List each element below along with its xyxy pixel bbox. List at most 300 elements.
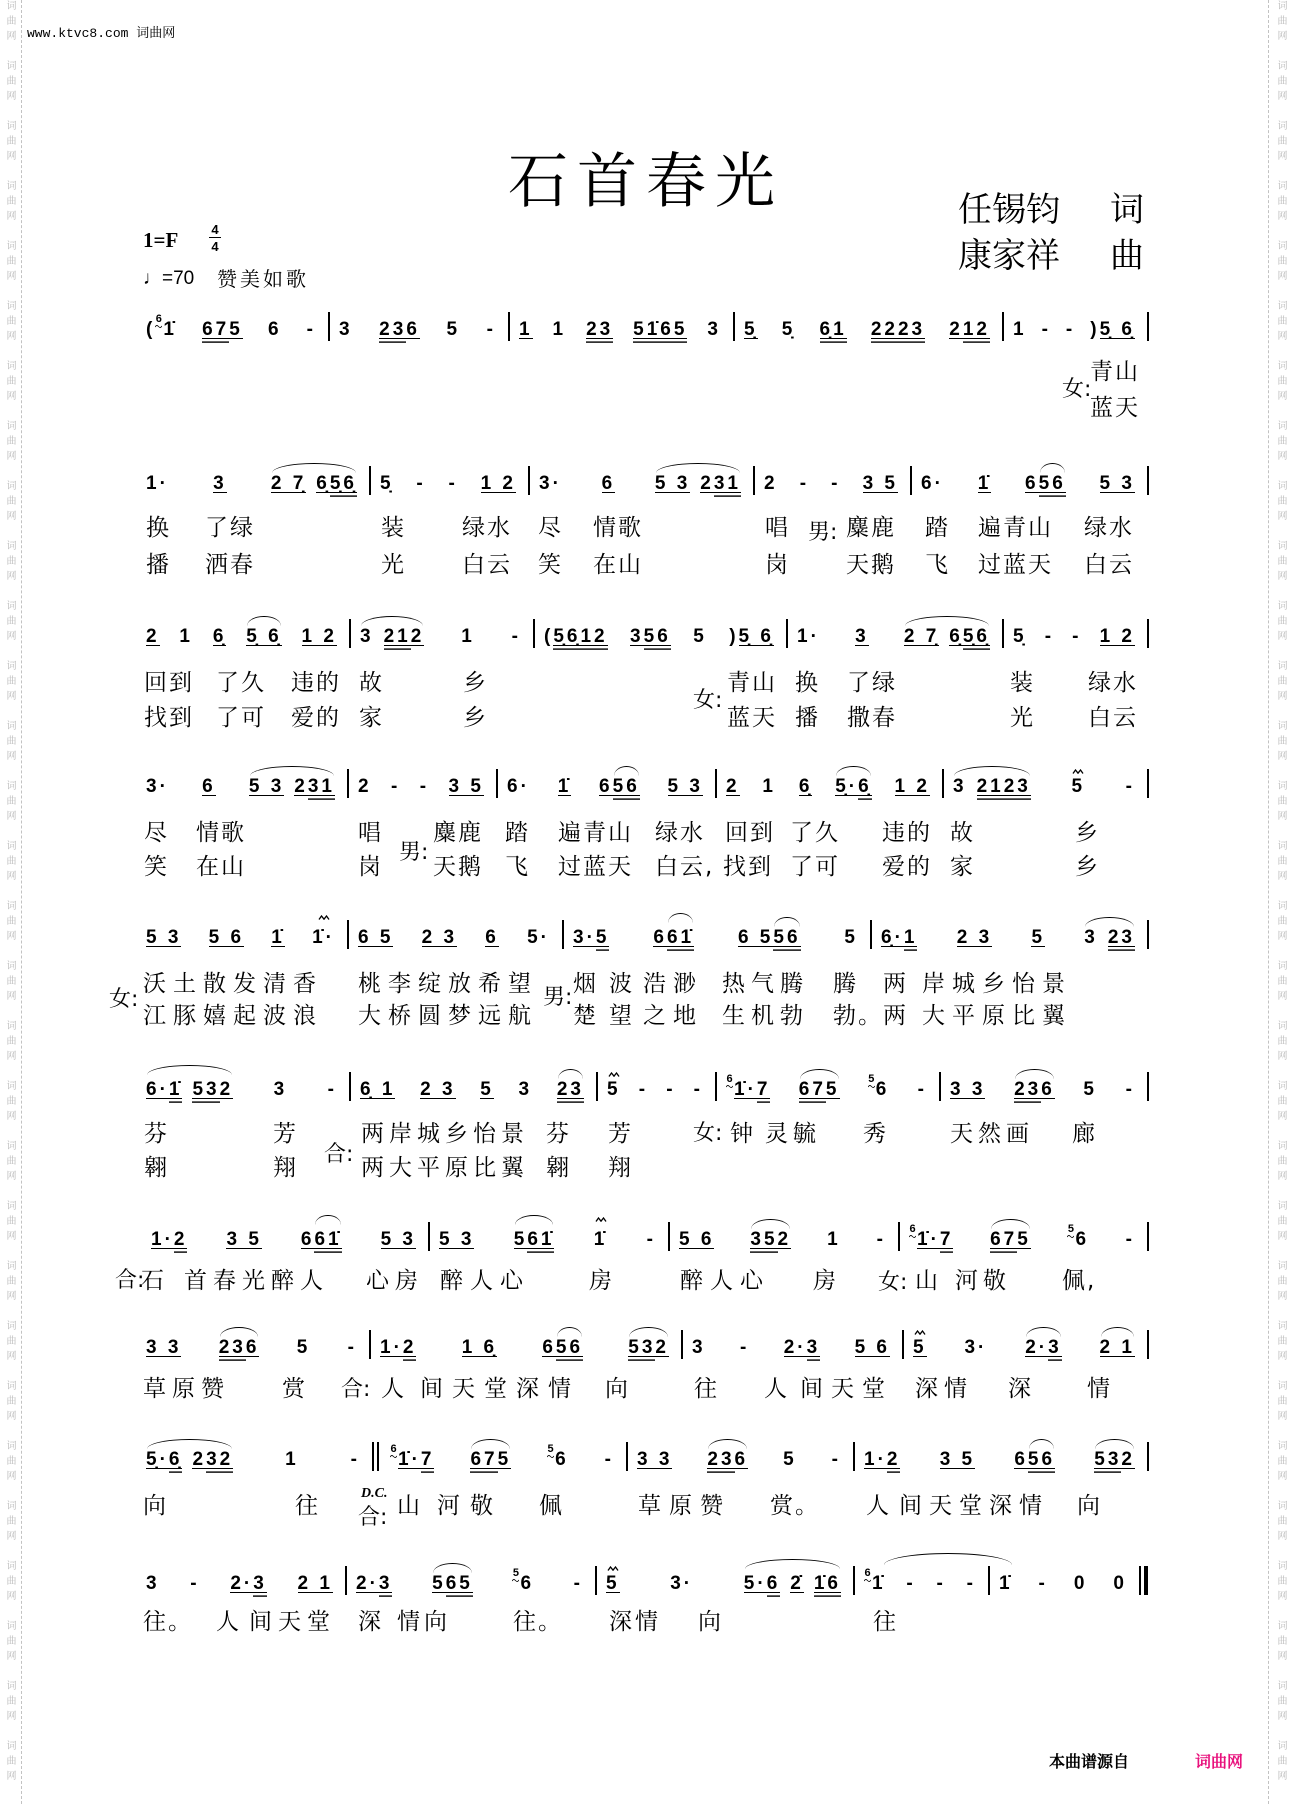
lyric: 乡 xyxy=(1075,820,1100,846)
bar-line xyxy=(349,619,351,648)
note: 5̣· xyxy=(835,776,859,797)
lyric: 情向 xyxy=(397,1609,451,1635)
note: 3 xyxy=(630,626,644,647)
lyric: 向 xyxy=(605,1376,630,1402)
lyric: 翔 xyxy=(273,1155,298,1181)
measure xyxy=(533,627,786,646)
lyric: 人 xyxy=(764,1376,789,1402)
note: 7 xyxy=(939,1229,954,1250)
note: 3 xyxy=(339,319,353,340)
beam-group xyxy=(744,1574,780,1593)
lyric: 深 xyxy=(1008,1376,1033,1402)
note: 61̇ xyxy=(666,927,695,948)
note: 3 3 xyxy=(637,1449,673,1470)
lyric: 河敬 xyxy=(955,1268,1011,1294)
measure xyxy=(146,1574,345,1593)
note: 2 xyxy=(219,1079,234,1100)
note: 6̣· xyxy=(881,927,904,948)
sustain-dash: - xyxy=(1044,626,1055,647)
grace-note-digit: 5 xyxy=(547,1443,554,1455)
beam-group xyxy=(146,1080,182,1099)
note: 51̇65 xyxy=(633,319,688,340)
note: 3 xyxy=(692,1337,706,1358)
lyric: 洒春 xyxy=(205,552,255,578)
note: 2 xyxy=(294,776,308,797)
singer-label: 合: xyxy=(358,1505,388,1530)
measure xyxy=(681,1338,902,1357)
lyric: 笑 xyxy=(144,854,169,880)
lyric: 河敬 xyxy=(437,1493,503,1519)
sustain-dash: - xyxy=(739,1337,750,1358)
lyric: 人 xyxy=(866,1493,891,1519)
singer-label: 合: xyxy=(341,1377,371,1402)
note: 1· xyxy=(151,1229,174,1250)
note: 61̇ xyxy=(527,1229,555,1250)
sustain-dash: - xyxy=(350,1449,360,1470)
lyric: 烟 xyxy=(573,971,598,997)
note: 23 xyxy=(556,1079,584,1100)
note: 5 xyxy=(296,1337,311,1358)
bar-line xyxy=(668,1222,670,1251)
note: 1 xyxy=(552,319,567,340)
note: 5 xyxy=(1071,776,1086,797)
lyric: 找到 xyxy=(723,854,773,880)
lyric: 首春光醉人 xyxy=(184,1268,329,1294)
note: 6̣ xyxy=(798,776,813,797)
lyric: 播 xyxy=(146,552,171,578)
grace-note xyxy=(1067,1224,1074,1238)
bar-line xyxy=(853,1566,855,1595)
measure xyxy=(1002,627,1147,646)
sustain-dash: - xyxy=(448,473,458,494)
grace-note-group xyxy=(868,1073,890,1100)
measure xyxy=(939,1080,1147,1099)
note: 6̣ xyxy=(316,473,330,494)
note: 35 xyxy=(750,1229,778,1250)
note: 1̇ xyxy=(271,927,285,948)
sustain-dash: - xyxy=(1041,319,1051,340)
lyric: 向 xyxy=(143,1493,168,1519)
singer-label: 女: xyxy=(1062,377,1092,402)
lyric: 在山 xyxy=(593,552,643,578)
margin-divider-left xyxy=(21,0,22,1804)
lyric: 家 xyxy=(359,705,384,731)
note: 5̣ xyxy=(744,319,758,340)
sustain-dash: - xyxy=(831,473,841,494)
note: 3· xyxy=(573,927,596,948)
lyrics-verse-2 xyxy=(0,395,1290,421)
lyric: 换 xyxy=(146,515,171,541)
lyric: 违的 xyxy=(882,820,932,846)
sustain-dash: - xyxy=(1125,1229,1135,1250)
note: 31 xyxy=(307,776,335,797)
ornamented-note xyxy=(607,1080,621,1099)
grace-note-digit: 5 xyxy=(512,1567,520,1579)
tempo-mark: ♩=70 xyxy=(143,268,195,289)
measure xyxy=(146,777,347,796)
note: 2 3 xyxy=(421,927,458,948)
bar-line xyxy=(853,1442,855,1471)
lyric: 向 xyxy=(1077,1493,1102,1519)
beam-group xyxy=(192,1080,233,1099)
note: 5 xyxy=(913,1337,927,1358)
note: 3 5 xyxy=(448,776,484,797)
note: 1· xyxy=(797,626,820,647)
da-capo-mark: D.C. xyxy=(361,1486,388,1501)
measure xyxy=(328,320,508,339)
note: 5 3 xyxy=(1099,473,1135,494)
lyric: 绿水 xyxy=(655,820,705,846)
note: 61̇ xyxy=(314,1229,342,1250)
bar-line xyxy=(1147,312,1149,341)
beam-group xyxy=(301,1230,342,1249)
note: 2 xyxy=(192,1449,207,1470)
note: 6̣ xyxy=(858,776,872,797)
note: 5 3 xyxy=(667,776,703,797)
note: 5̣ xyxy=(380,473,394,494)
note: 6· xyxy=(921,473,944,494)
measure xyxy=(1002,320,1147,339)
slur-group xyxy=(514,1230,555,1249)
note: 3 xyxy=(707,319,721,340)
measure xyxy=(988,1574,1139,1593)
note: 6 xyxy=(267,319,282,340)
beam-group xyxy=(726,1073,771,1100)
beam-group xyxy=(384,627,425,646)
lyric: 蓝天 xyxy=(727,705,777,731)
lyric: 故 xyxy=(359,670,384,696)
grace-note-digit: 6 xyxy=(390,1443,397,1455)
note: 5 xyxy=(480,1079,494,1100)
lyric: 浩渺 xyxy=(643,971,703,997)
note: 56 xyxy=(612,776,640,797)
ornamented-note xyxy=(606,1574,620,1593)
lyric: 违的 xyxy=(291,670,341,696)
note: 3· xyxy=(539,473,562,494)
sustain-dash: - xyxy=(511,626,521,647)
note: 1· xyxy=(380,1337,403,1358)
lyric: 白云 xyxy=(462,552,512,578)
note: 6 xyxy=(202,776,216,797)
bar-line xyxy=(347,920,349,949)
note: 3 xyxy=(518,1079,533,1100)
grace-wave-icon xyxy=(1067,1235,1074,1238)
lyric: 秀 xyxy=(863,1121,888,1147)
lyric: 天鹅 xyxy=(433,854,483,880)
bar-line xyxy=(369,466,371,495)
lyric: 两 xyxy=(883,971,908,997)
note: 6 xyxy=(485,927,499,948)
bar-line xyxy=(328,312,330,341)
slur-group xyxy=(1025,1338,1061,1357)
note: 6· xyxy=(507,776,530,797)
mordent-icon xyxy=(318,915,330,920)
lyric: 了久 xyxy=(790,820,840,846)
note: 67 xyxy=(990,1229,1018,1250)
note: 21 xyxy=(383,626,411,647)
singer-label: 合: xyxy=(324,1142,354,1167)
lyric: 乡 xyxy=(463,705,488,731)
note: 5 xyxy=(1083,1079,1097,1100)
expression-mark: 赞美如歌 xyxy=(217,267,309,291)
lyric: 石 xyxy=(141,1268,166,1294)
lyricist-role: 词 xyxy=(1110,190,1144,230)
note: 1 xyxy=(1013,319,1027,340)
measure xyxy=(715,1073,939,1100)
bar-line xyxy=(681,1330,683,1359)
grace-note xyxy=(868,1074,875,1088)
sustain-dash: - xyxy=(966,1573,976,1594)
sustain-dash: - xyxy=(391,776,401,797)
lyrics-verse-2 xyxy=(0,1003,1290,1029)
note: 5 xyxy=(595,927,610,948)
note: 2 xyxy=(726,776,740,797)
note: 5 3 xyxy=(380,1229,416,1250)
beam-group xyxy=(729,627,774,646)
slur-group xyxy=(271,474,357,493)
lyric: 大平原比翼 xyxy=(922,1003,1072,1029)
measure xyxy=(853,1567,988,1594)
note: 5̣· xyxy=(146,1449,169,1470)
note: 2· xyxy=(783,1337,807,1358)
lyric: 两岸城乡怡景 xyxy=(361,1121,529,1147)
bar-line xyxy=(988,1566,990,1595)
lyricist-name: 任锡钧 xyxy=(958,190,1060,230)
beam-group xyxy=(864,1450,900,1469)
note: 6 xyxy=(1041,1079,1055,1100)
note: 6 xyxy=(542,1337,556,1358)
bar-line xyxy=(347,769,349,798)
grace-wave-icon xyxy=(868,1085,875,1088)
sustain-dash: - xyxy=(917,1079,927,1100)
bar-line xyxy=(496,769,498,798)
note: 5̣6̣ xyxy=(962,626,990,647)
margin-watermark-left: 词曲网 词曲网 词曲网 词曲网 词曲网 词曲网 词曲网 词曲网 词曲网 词曲网 词曲网 词曲网 词曲网 词曲网 词曲网 词曲网 词曲网 词曲网 词曲网 词曲网 词曲网 词曲网 词曲网 词曲网 词曲网 词曲网 词曲网 词曲网 词曲网 词曲网 xyxy=(4,0,15,1800)
measure xyxy=(146,627,349,646)
measure xyxy=(562,928,870,947)
grace-note xyxy=(909,1224,916,1238)
note: 2123 xyxy=(976,776,1031,797)
note: 6̣ xyxy=(949,626,963,647)
slur-group xyxy=(799,1080,840,1099)
lyric: 房 xyxy=(589,1268,614,1294)
note: 3· xyxy=(670,1573,694,1594)
beam-group xyxy=(151,1230,187,1249)
measure xyxy=(528,474,753,493)
lyric: 两 xyxy=(883,1003,908,1029)
slur-group xyxy=(146,1080,233,1099)
bar-line xyxy=(1002,619,1004,648)
beam-group xyxy=(1014,1450,1055,1469)
note: 5 xyxy=(607,1079,621,1100)
bar-line xyxy=(786,619,788,648)
note: 3 xyxy=(378,1573,393,1594)
slur-group xyxy=(953,777,1031,796)
lyric: 向 xyxy=(698,1609,723,1635)
measure xyxy=(146,1338,369,1357)
note: 1̇ xyxy=(593,1229,608,1250)
lyric: 播 xyxy=(795,705,820,731)
note: 6 xyxy=(1025,473,1039,494)
beam-group xyxy=(700,474,741,493)
grace-wave-icon xyxy=(390,1455,397,1458)
beam-group xyxy=(1025,474,1066,493)
note: 1· xyxy=(864,1449,887,1470)
lyric: 芬 xyxy=(144,1121,169,1147)
beam-group xyxy=(573,928,609,947)
slur-group xyxy=(1014,1080,1055,1099)
beam-group xyxy=(379,320,420,339)
note: 2· xyxy=(356,1573,379,1594)
lyric: 醉人心 xyxy=(680,1268,770,1294)
note: 2223 xyxy=(870,319,926,340)
note: 5̣6̣12 xyxy=(553,626,608,647)
sustain-dash: - xyxy=(646,1229,656,1250)
mordent-icon xyxy=(1072,769,1084,774)
source-site-link[interactable]: 词曲网 xyxy=(1195,1752,1244,1771)
note: 6 xyxy=(300,1229,315,1250)
note: 56 xyxy=(643,626,671,647)
measure xyxy=(369,474,528,493)
note: 6 xyxy=(555,1449,569,1470)
lyric: 乡 xyxy=(1075,854,1100,880)
lyric: 踏 xyxy=(505,820,530,846)
beam-group xyxy=(202,320,243,339)
grace-note-digit: 6 xyxy=(726,1073,733,1085)
note: 6 5 xyxy=(358,927,394,948)
lyric: 心房 xyxy=(366,1268,424,1294)
lyric: 深情 xyxy=(915,1376,973,1402)
bar-line xyxy=(753,466,755,495)
slur-group xyxy=(990,1230,1031,1249)
lyric: 岸城乡怡景 xyxy=(922,971,1072,997)
note: 1 xyxy=(179,626,193,647)
lyric: 间天堂深情 xyxy=(899,1493,1049,1519)
measure xyxy=(151,1230,428,1249)
grace-note-group xyxy=(512,1567,535,1594)
bar-line xyxy=(910,466,912,495)
grace-note xyxy=(512,1568,519,1582)
bar-line xyxy=(528,466,530,495)
sustain-dash: - xyxy=(1072,626,1082,647)
lyric: 醉人心 xyxy=(440,1268,530,1294)
note: 5 3 xyxy=(248,776,285,797)
note: 5 6 xyxy=(679,1229,715,1250)
lyric: 情歌 xyxy=(196,820,246,846)
bracket: ( xyxy=(544,626,554,647)
lyric: 岗 xyxy=(765,552,790,578)
note: 12 xyxy=(962,319,990,340)
measure xyxy=(786,627,1002,646)
note: 1̇ xyxy=(977,473,992,494)
note: 3· xyxy=(146,776,169,797)
lyric: 赏。 xyxy=(770,1493,820,1519)
note: 2 3 xyxy=(420,1079,456,1100)
final-bar-thick xyxy=(1144,1566,1148,1595)
lyric: 了可 xyxy=(216,705,266,731)
lyrics-verse-1 xyxy=(0,1609,1290,1635)
bar-line xyxy=(715,769,717,798)
bar-line xyxy=(428,1222,430,1251)
sustain-dash: - xyxy=(693,1079,703,1100)
lyrics-verse-1 xyxy=(0,359,1290,385)
lyric: 之地 xyxy=(643,1003,703,1029)
lyric: 青山 xyxy=(727,670,777,696)
beam-group xyxy=(630,627,671,646)
beam-group xyxy=(653,928,694,947)
sustain-dash: - xyxy=(604,1449,614,1470)
grace-note-digit: 6 xyxy=(909,1223,916,1235)
bar-line xyxy=(1147,466,1149,495)
lyric: 找到 xyxy=(144,705,194,731)
site-header: www.ktvc8.com 词曲网 xyxy=(27,26,176,41)
lyric: 飞 xyxy=(925,552,950,578)
beam-group xyxy=(380,1338,416,1357)
singer-label: 男: xyxy=(543,985,573,1010)
beam-group xyxy=(949,320,990,339)
lyric: 山 xyxy=(397,1493,422,1519)
lyrics-verse-2 xyxy=(0,705,1290,731)
bar-line xyxy=(733,312,735,341)
bar-line xyxy=(349,1072,351,1101)
note: 6̣1 xyxy=(819,319,847,340)
note: 1 2 xyxy=(301,626,337,647)
note: 6· xyxy=(146,1079,169,1100)
bar-line xyxy=(1147,1072,1149,1101)
lyric: 佩, xyxy=(1062,1268,1097,1294)
note: 3 xyxy=(855,626,869,647)
lyric: 过蓝天 xyxy=(558,854,633,880)
sustain-dash: - xyxy=(666,1079,676,1100)
lyric: 热气腾 xyxy=(722,971,809,997)
singer-label: 男: xyxy=(399,840,429,865)
lyric: 人 xyxy=(381,1376,406,1402)
singer-label: 女: xyxy=(878,1270,908,1295)
sustain-dash: - xyxy=(936,1573,946,1594)
note: 3 xyxy=(360,626,374,647)
sustain-dash: - xyxy=(419,776,430,797)
note: 2 7̣ xyxy=(903,626,940,647)
lyric: 装 xyxy=(1010,670,1035,696)
slur-group xyxy=(904,627,990,646)
measure xyxy=(902,1338,1147,1357)
bar-line xyxy=(345,1566,347,1595)
sustain-dash: - xyxy=(327,1079,337,1100)
bar-line xyxy=(939,1072,941,1101)
bar-line xyxy=(369,1330,371,1359)
measure xyxy=(898,1223,1147,1250)
note: 2 xyxy=(146,626,160,647)
lyric: 间天堂深情 xyxy=(420,1376,580,1402)
note: 6̣ xyxy=(212,626,227,647)
note: 5 xyxy=(783,1449,797,1470)
beam-group xyxy=(192,1450,233,1469)
note: 65 xyxy=(445,1573,473,1594)
lyric: 了久 xyxy=(216,670,266,696)
note: 56 xyxy=(1038,473,1066,494)
note: 5 xyxy=(1017,1229,1031,1250)
bar-line xyxy=(1147,619,1149,648)
time-signature-bottom: 4 xyxy=(211,239,219,254)
measure xyxy=(146,928,347,947)
note: 32 xyxy=(206,1449,234,1470)
grace-note xyxy=(547,1444,554,1458)
lyric: 芬 xyxy=(546,1121,571,1147)
lyric: 麋鹿 xyxy=(433,820,483,846)
beam-group xyxy=(230,1574,266,1593)
lyric: 笑 xyxy=(538,552,563,578)
lyric: 楚 xyxy=(573,1003,598,1029)
